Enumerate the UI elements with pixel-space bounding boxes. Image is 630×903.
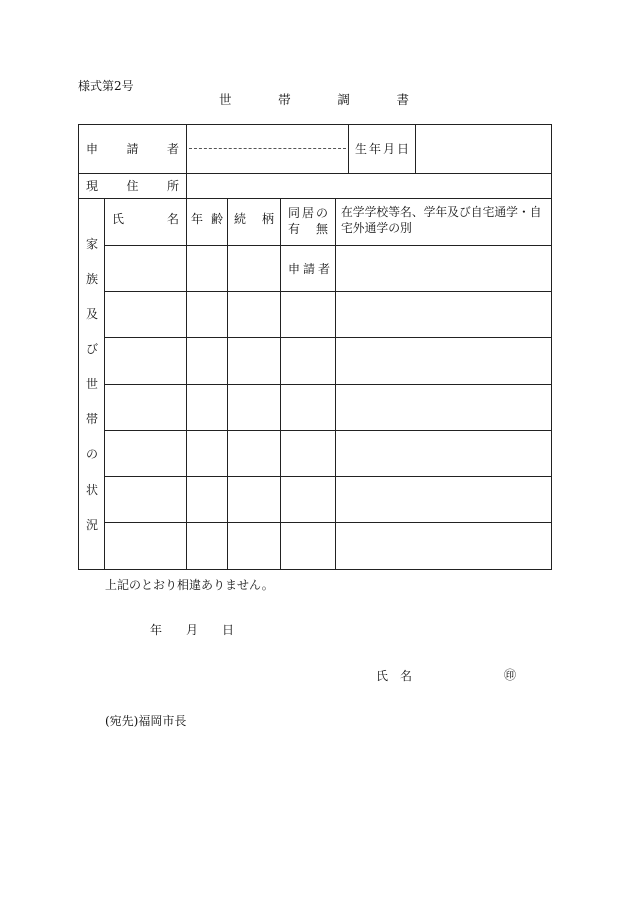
header-char: の <box>315 206 328 220</box>
date-line: 年 月 日 <box>150 623 235 637</box>
row-divider <box>104 245 552 246</box>
header-char: 同 <box>288 206 301 220</box>
family-section-label-char: 世 <box>85 377 98 391</box>
header-char: 続 <box>234 212 247 226</box>
first-row-cohabit-value: 申請者 <box>288 262 334 276</box>
column-divider <box>186 198 187 570</box>
document-title <box>219 94 409 107</box>
declaration-text: 上記のとおり相違ありません。 <box>105 578 274 592</box>
row-divider <box>104 384 552 385</box>
header-char: 無 <box>315 222 328 236</box>
label-char: 所 <box>166 179 179 193</box>
column-divider <box>348 124 349 173</box>
header-char: 有 <box>288 222 301 236</box>
row-divider <box>78 198 552 199</box>
header-char: 名 <box>166 212 179 226</box>
label-char: 月 <box>382 142 395 156</box>
row-divider <box>104 430 552 431</box>
label-char: 生 <box>355 142 368 156</box>
family-section-label-char: び <box>85 342 98 356</box>
family-section-label-char: の <box>85 447 98 461</box>
header-char: 柄 <box>261 212 274 226</box>
header-char: 氏 <box>112 212 125 226</box>
birthdate-label <box>355 143 409 155</box>
header-char: 齢 <box>210 212 223 226</box>
label-char: 現 <box>86 179 99 193</box>
seal-mark: ㊞ <box>504 668 517 682</box>
row-divider <box>104 476 552 477</box>
row-divider <box>104 522 552 523</box>
applicant-name-field[interactable] <box>189 148 346 149</box>
signer-name-label: 氏 名 <box>376 669 413 683</box>
row-divider <box>104 291 552 292</box>
address-label <box>86 180 179 192</box>
header-relation <box>234 213 274 225</box>
column-divider <box>280 198 281 570</box>
header-char: 居 <box>301 206 314 220</box>
birthdate-field[interactable] <box>416 125 551 172</box>
label-char: 年 <box>368 142 381 156</box>
column-divider <box>335 198 336 570</box>
family-section-label-char: 況 <box>85 518 98 532</box>
column-divider <box>227 198 228 570</box>
address-field[interactable] <box>187 174 551 197</box>
header-cohabit-line2 <box>288 223 328 235</box>
family-section-label-char: 状 <box>85 483 98 497</box>
header-name <box>112 213 179 225</box>
label-char: 者 <box>166 142 179 156</box>
label-char: 請 <box>126 142 139 156</box>
form-number: 様式第2号 <box>78 79 134 93</box>
label-char: 住 <box>126 179 139 193</box>
label-char: 申 <box>86 142 99 156</box>
family-section-label-char: 族 <box>85 272 98 286</box>
family-section-label-char: 帯 <box>85 412 98 426</box>
header-cohabit-line1 <box>288 207 328 219</box>
label-char: 日 <box>396 142 409 156</box>
family-section-label-char: 及 <box>85 307 98 321</box>
family-section-label-char: 家 <box>85 237 98 251</box>
column-divider <box>104 198 105 570</box>
title-char: 帯 <box>278 92 291 107</box>
title-char: 調 <box>337 92 350 107</box>
row-divider <box>104 337 552 338</box>
addressee: (宛先)福岡市長 <box>105 714 187 728</box>
title-char: 書 <box>396 92 409 107</box>
header-school-line2: 宅外通学の別 <box>341 221 412 235</box>
applicant-label <box>86 143 179 155</box>
header-school-line1: 在学学校等名、学年及び自宅通学・自 <box>341 205 542 219</box>
title-char: 世 <box>219 92 232 107</box>
header-char: 年 <box>191 212 204 226</box>
header-age <box>191 213 223 225</box>
